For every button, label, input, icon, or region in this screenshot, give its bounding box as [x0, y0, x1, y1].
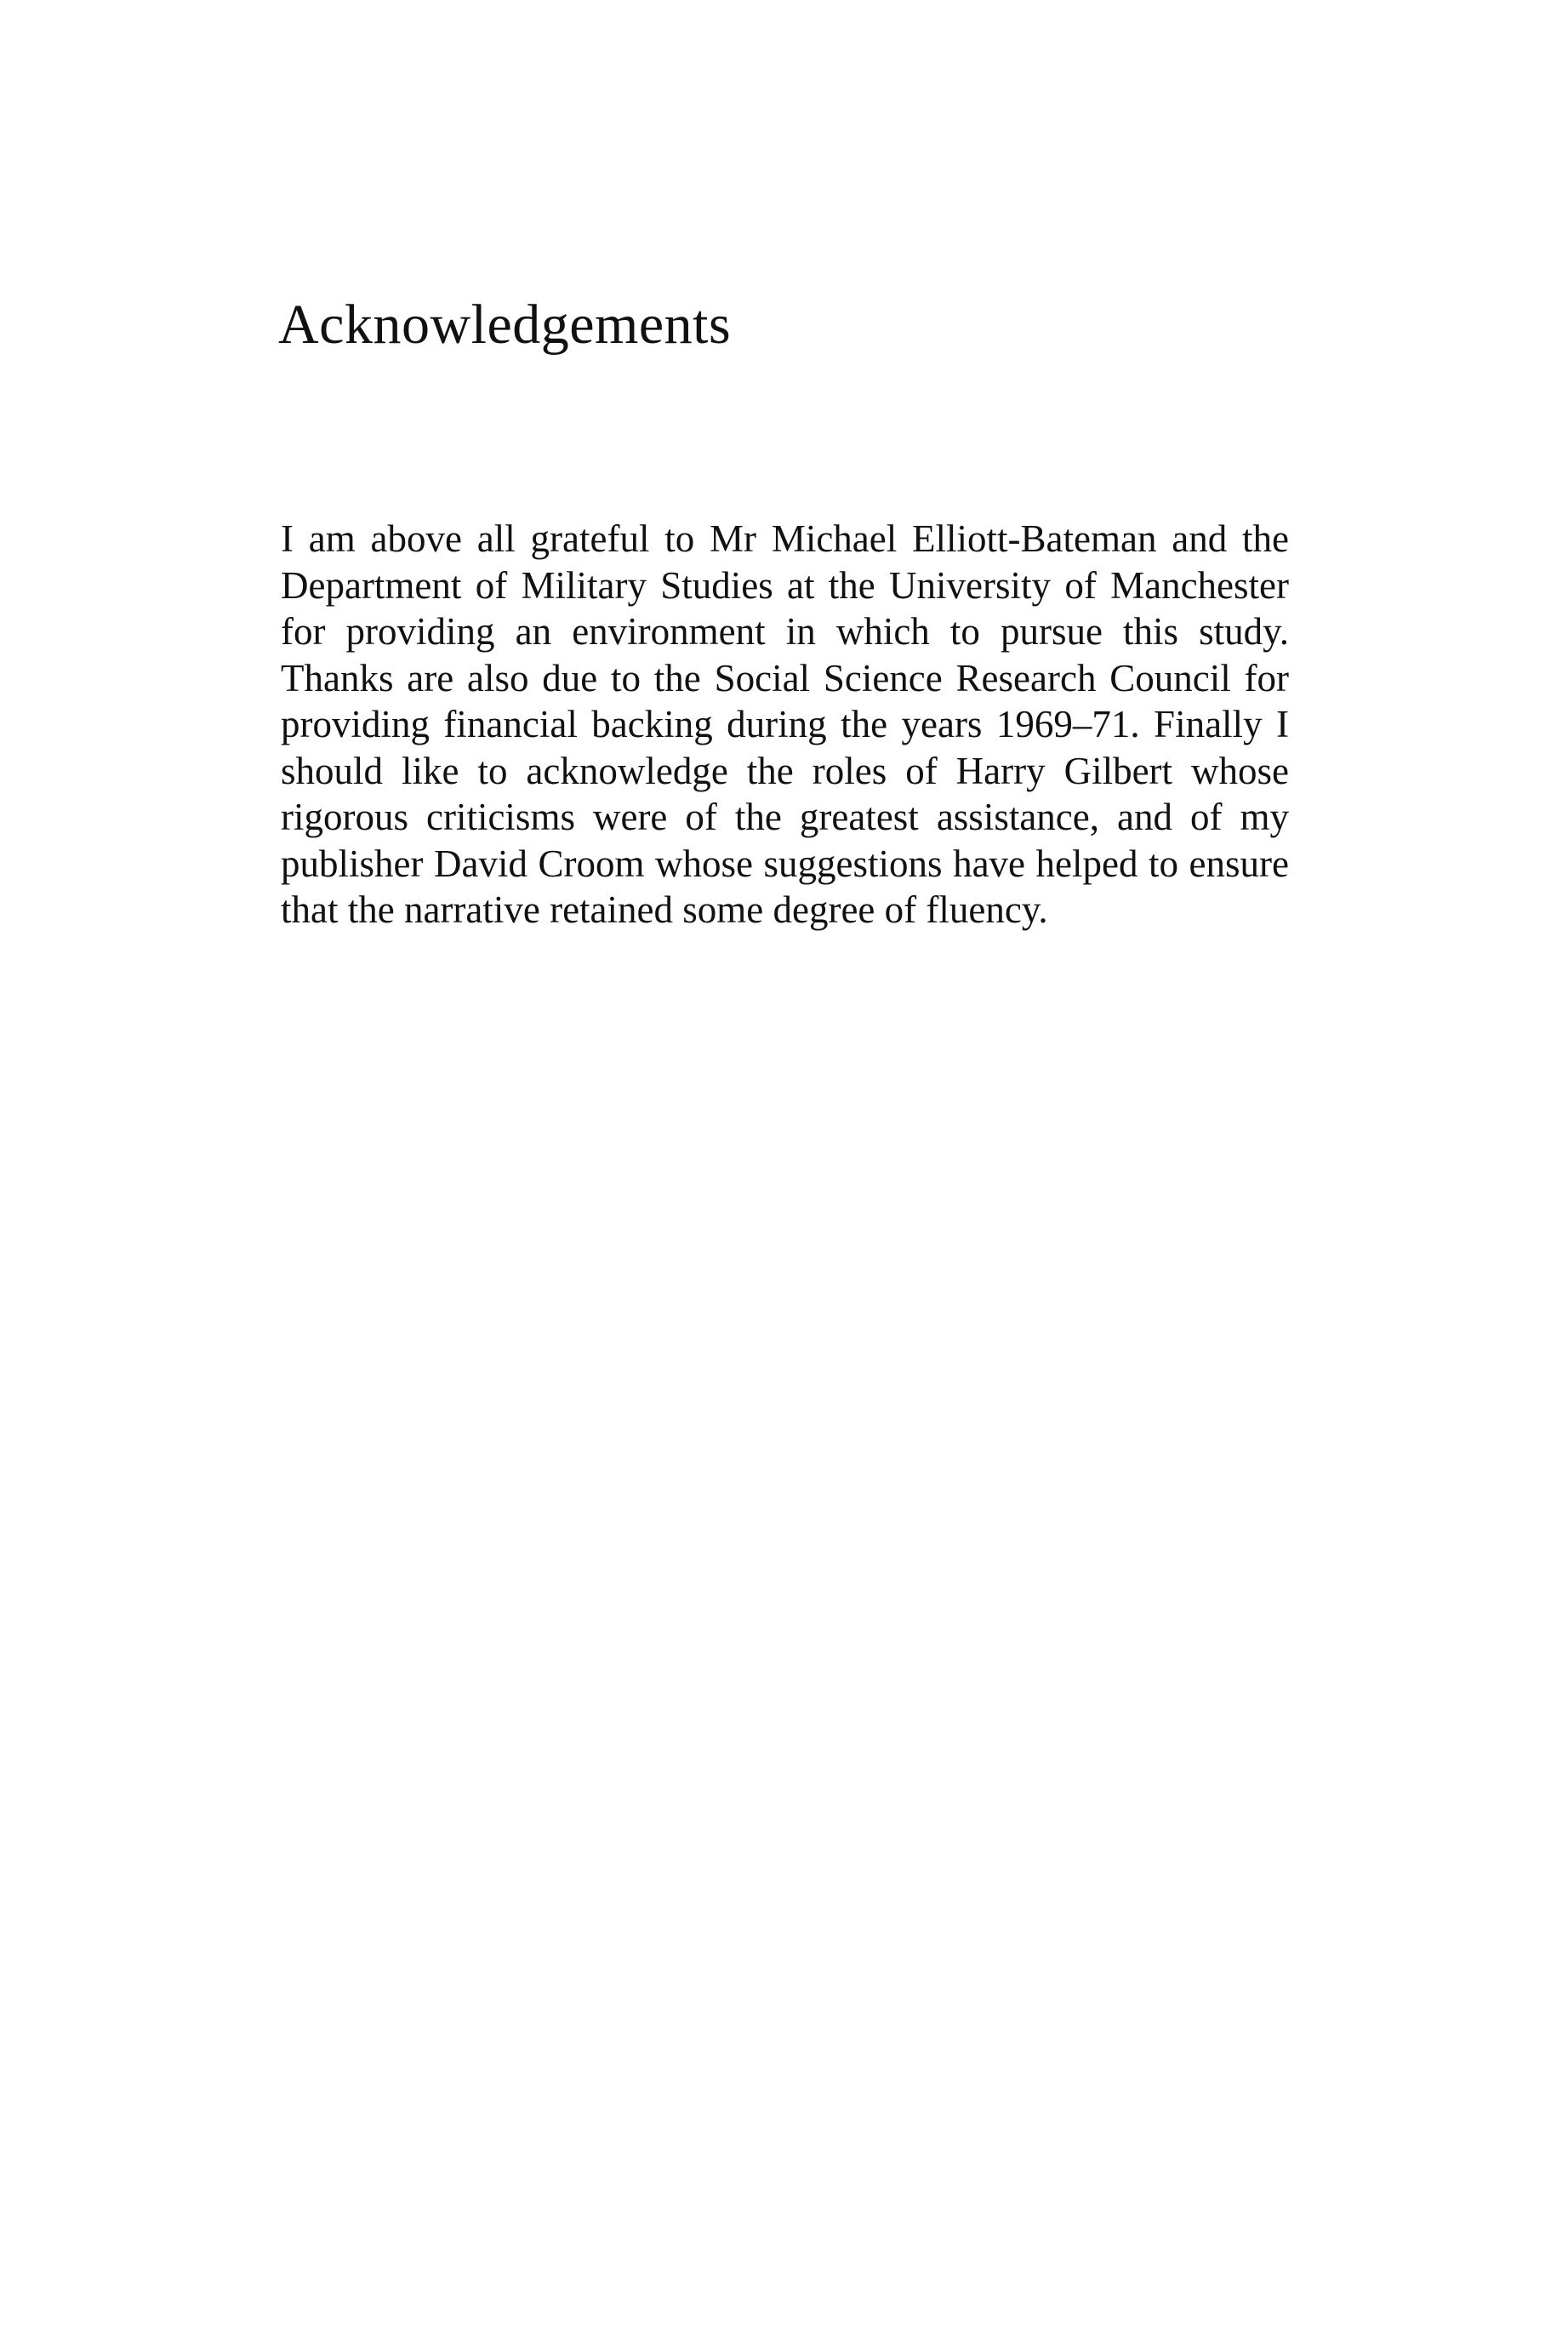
paragraph-line-6: should like to acknowledge the roles of Harry Gilbert whose: [281, 749, 1289, 792]
paragraph-line-2: Department of Military Studies at the University of Manchester: [281, 563, 1289, 607]
paragraph-line-3: for providing an environment in which to pursue this study.: [281, 610, 1289, 653]
paragraph-line-4: Thanks are also due to the Social Science Research Council for: [281, 656, 1289, 699]
paragraph-line-7: rigorous criticisms were of the greatest assistance, and of my: [281, 796, 1289, 838]
page-title: Acknowledgements: [278, 294, 732, 356]
paragraph-line-1: I am above all grateful to Mr Michael Elliott-Bateman and the: [281, 517, 1289, 560]
paragraph-line-5: providing financial backing during the years 1969–71. Finally I: [281, 703, 1289, 745]
paragraph-line-9: that the narrative retained some degree of fluency.: [281, 888, 1048, 931]
paragraph-line-8: publisher David Croom whose suggestions have helped to ensure: [281, 842, 1289, 885]
acknowledgements-paragraph: [281, 516, 1289, 933]
